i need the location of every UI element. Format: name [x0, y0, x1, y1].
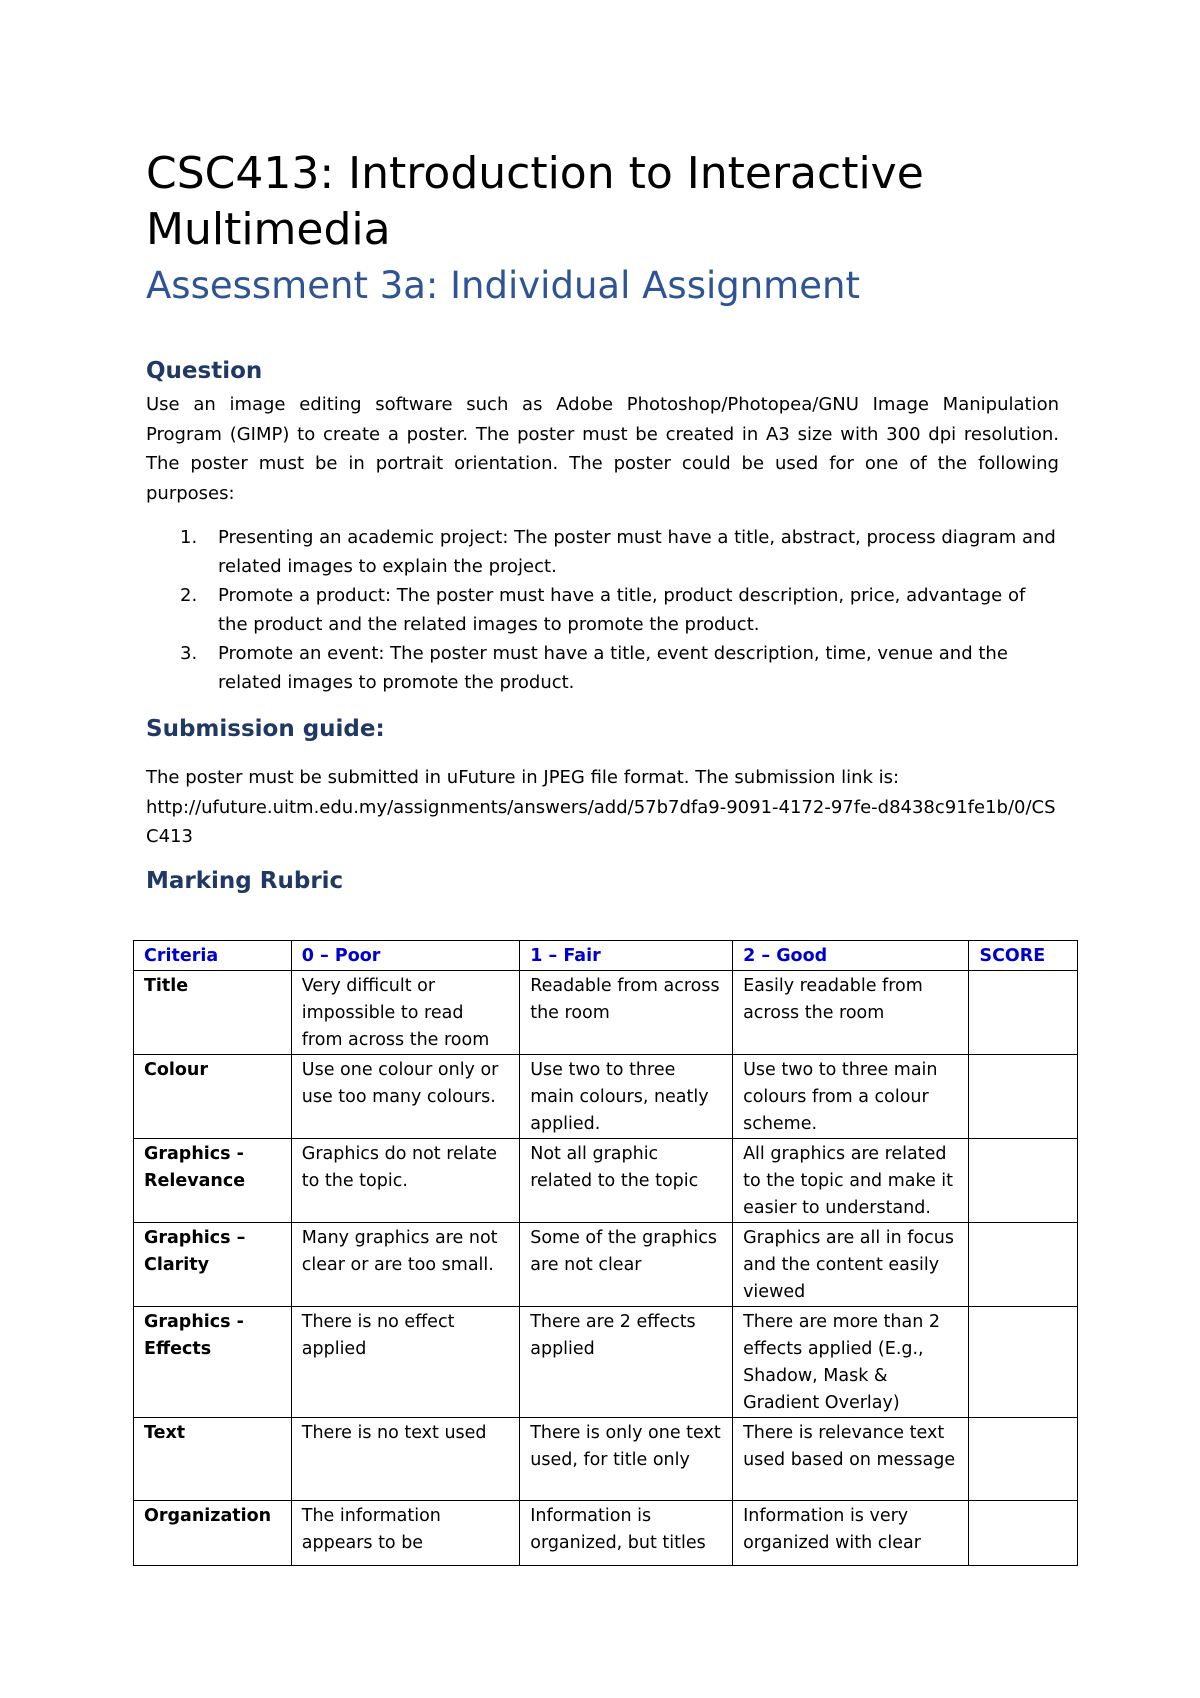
list-item: [180, 639, 1060, 697]
submission-heading: Submission guide:: [146, 716, 385, 742]
fair-cell: Some of the graphics are not clear: [520, 1223, 733, 1307]
column-header-criteria: Criteria: [134, 941, 292, 971]
question-body: Use an image editing software such as Adobe Photoshop/Photopea/GNU Image Manipulation Program (GIMP) to create a poster. The poster must be created in A3 size with 300 dpi resolution. The poster must be in portrait orientation. The poster could be used for one of the following purposes:: [146, 394, 1059, 504]
good-cell: Easily readable from across the room: [733, 971, 969, 1055]
submission-text: The poster must be submitted in uFuture in JPEG file format. The submission link is:: [146, 767, 900, 788]
list-item: [180, 581, 1060, 639]
rubric-heading: Marking Rubric: [146, 868, 344, 894]
criteria-cell: Colour: [134, 1055, 292, 1139]
fair-cell: There is only one text used, for title only: [520, 1418, 733, 1501]
document-title: CSC413: Introduction to Interactive Multimedia: [146, 148, 924, 255]
score-cell[interactable]: [969, 1501, 1078, 1566]
score-cell[interactable]: [969, 1055, 1078, 1139]
good-cell: There is relevance text used based on message: [733, 1418, 969, 1501]
question-heading: Question: [146, 358, 263, 384]
criteria-cell: Graphics -Relevance: [134, 1139, 292, 1223]
list-item: [180, 523, 1060, 581]
criteria-cell: Graphics – Clarity: [134, 1223, 292, 1307]
score-cell[interactable]: [969, 1223, 1078, 1307]
table-row: [134, 1055, 1078, 1139]
score-cell[interactable]: [969, 1418, 1078, 1501]
good-cell: There are more than 2 effects applied (E.g., Shadow, Mask & Gradient Overlay): [733, 1307, 969, 1418]
column-header-poor: 0 – Poor: [291, 941, 519, 971]
column-header-good: 2 – Good: [733, 941, 969, 971]
column-header-fair: 1 – Fair: [520, 941, 733, 971]
criteria-cell: Text: [134, 1418, 292, 1501]
good-cell: Graphics are all in focus and the content easily viewed: [733, 1223, 969, 1307]
fair-cell: Use two to three main colours, neatly applied.: [520, 1055, 733, 1139]
good-cell: All graphics are related to the topic and make it easier to understand.: [733, 1139, 969, 1223]
list-item-number: 1.: [180, 527, 198, 548]
table-row: [134, 1223, 1078, 1307]
fair-cell: Readable from across the room: [520, 971, 733, 1055]
marking-rubric-table: [133, 940, 1078, 1566]
list-item-text: Promote an event: The poster must have a title, event description, time, venue and the related images to promote the product.: [218, 643, 1008, 693]
fair-cell: There are 2 effects applied: [520, 1307, 733, 1418]
poor-cell: The information appears to be: [291, 1501, 519, 1566]
submission-link[interactable]: http://ufuture.uitm.edu.my/assignments/answers/add/57b7dfa9-9091-4172-97fe-d8438c91fe1b/0/CSC413: [146, 796, 1056, 847]
score-cell[interactable]: [969, 971, 1078, 1055]
list-item-number: 2.: [180, 585, 198, 606]
table-row: [134, 1418, 1078, 1501]
table-row: [134, 971, 1078, 1055]
poor-cell: Very difficult or impossible to read from across the room: [291, 971, 519, 1055]
fair-cell: Information is organized, but titles: [520, 1501, 733, 1566]
table-row: [134, 1139, 1078, 1223]
criteria-cell: Organization: [134, 1501, 292, 1566]
table-header-row: [134, 941, 1078, 971]
document-subtitle: Assessment 3a: Individual Assignment: [146, 264, 860, 307]
submission-body: [146, 763, 1059, 852]
poor-cell: Use one colour only or use too many colours.: [291, 1055, 519, 1139]
column-header-score: SCORE: [969, 941, 1078, 971]
list-item-number: 3.: [180, 643, 198, 664]
table-row: [134, 1501, 1078, 1566]
criteria-cell: Graphics - Effects: [134, 1307, 292, 1418]
poor-cell: There is no effect applied: [291, 1307, 519, 1418]
list-item-text: Promote a product: The poster must have a title, product description, price, advantage of the product and the related images to promote the product.: [218, 585, 1026, 635]
poor-cell: Graphics do not relate to the topic.: [291, 1139, 519, 1223]
poor-cell: There is no text used: [291, 1418, 519, 1501]
table-row: [134, 1307, 1078, 1418]
criteria-cell: Title: [134, 971, 292, 1055]
fair-cell: Not all graphic related to the topic: [520, 1139, 733, 1223]
score-cell[interactable]: [969, 1307, 1078, 1418]
poor-cell: Many graphics are not clear or are too small.: [291, 1223, 519, 1307]
good-cell: Information is very organized with clear: [733, 1501, 969, 1566]
purpose-list: [180, 523, 1060, 697]
list-item-text: Presenting an academic project: The poster must have a title, abstract, process diagram and related images to explain the project.: [218, 527, 1056, 577]
score-cell[interactable]: [969, 1139, 1078, 1223]
good-cell: Use two to three main colours from a colour scheme.: [733, 1055, 969, 1139]
